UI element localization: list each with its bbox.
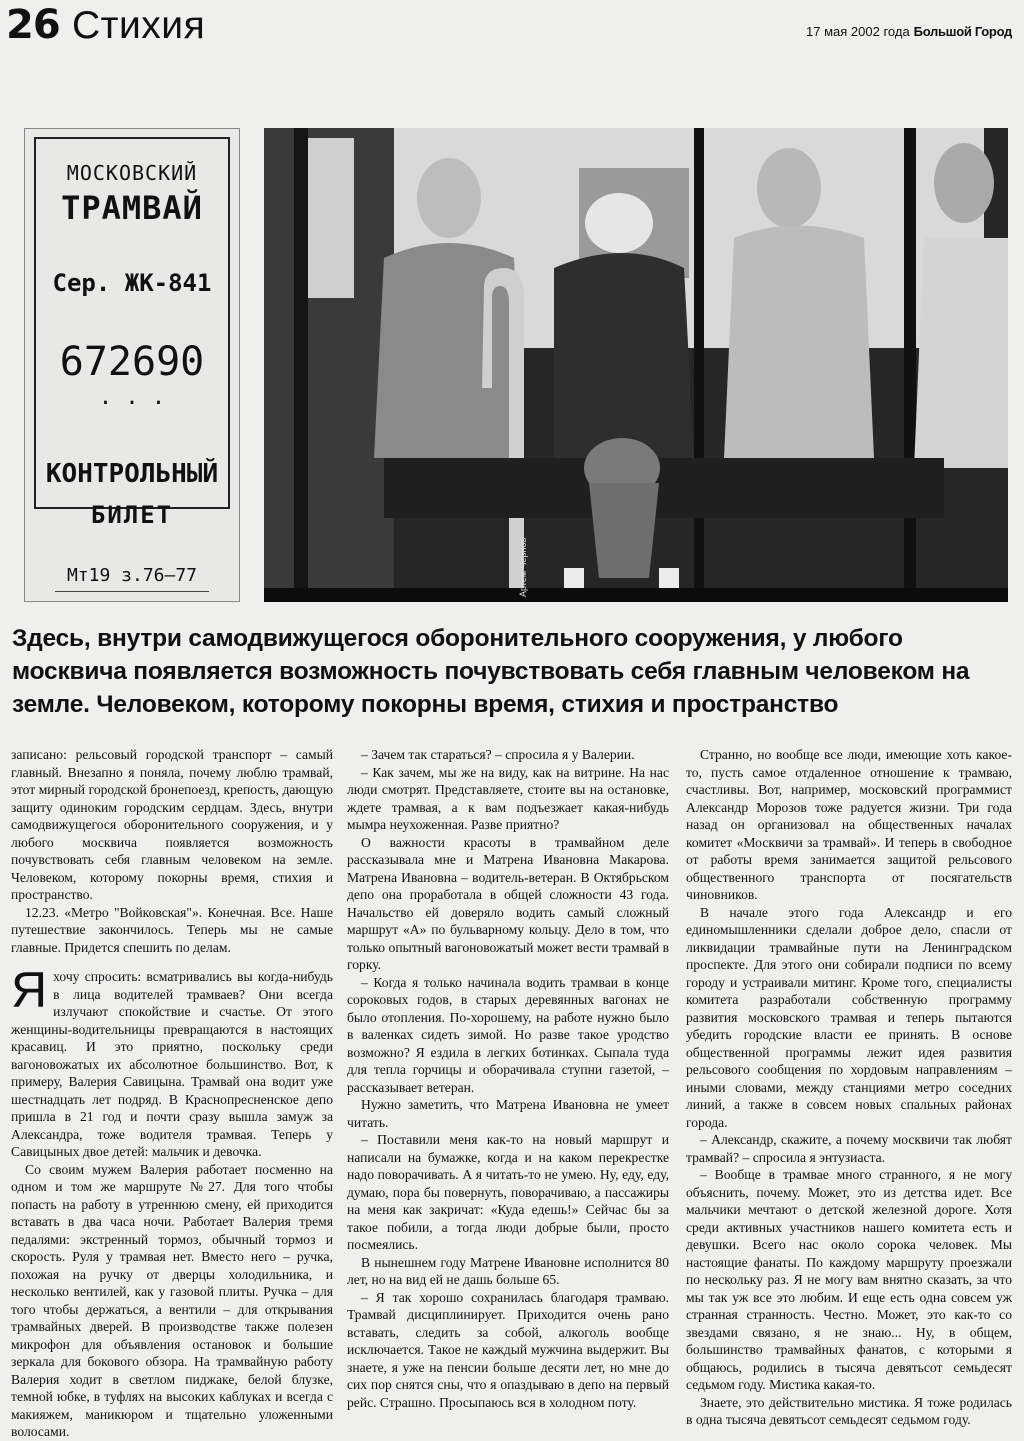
paragraph: 12.23. «Метро "Войковская"». Конечная. Все. Наше путешествие закончилось. Теперь мы не самые главные. Придется спешить по делам. bbox=[11, 904, 333, 955]
paragraph: – Вообще в трамвае много странного, я не могу объяснить, почему. Может, это из детства идет. Все мальчики мечтают о детской железной дороге. Хотя среди активных участников нашего комитета есть и девушки. Всего нас около сорока человек. Мы настоящие фанаты. По каждому маршруту проезжали по нескольку раз. Я не могу вам внятно сказать, за что мы так уж все это любим. И еще есть одна совсем уж странная странность. Честно. Может, это как-то со звездами связано, я не знаю... Ну, в общем, большинство трамвайных фанатов, с которыми я общаюсь, родились в тысяча девятьсот семьдесят седьмом году. Мистика какая-то. bbox=[686, 1167, 1012, 1392]
page-number: 26 bbox=[6, 2, 60, 48]
page-header bbox=[0, 0, 1024, 60]
paragraph-text: хочу спросить: всматривались вы когда-нибудь в лица водителей трамваев? Они всегда излучают спокойствие и счастье. От этого женщины-водительницы превращаются в настоящих красавиц. И это приятно, поскольку среди вагоновожатых их абсолютное большинство. Вот, к примеру, Валерия Савицына. Трамвай она водит уже шестнадцать лет подряд. В Краснопресненское депо пришла в 21 год и почти сразу вышла замуж за Александра, тоже водителя трамвая. Теперь у Савицыных двое детей: мальчик и девочка. bbox=[11, 969, 333, 1159]
ticket-line-ticket: БИЛЕТ bbox=[90, 501, 174, 529]
paragraph: Знаете, это действительно мистика. Я тоже родилась в одна тысяча девятьсот семьдесят седьмом году. bbox=[686, 1394, 1012, 1427]
article-column-2 bbox=[347, 746, 669, 1411]
paragraph: записано: рельсовый городской транспорт – самый главный. Внезапно я поняла, почему люблю трамвай, этот мирный городской бронепоезд, крепость, дающую защиту одиноким городским сердцам. Здесь, внутри самодвижущегося оборонительного сооружения, и у любого москвича появляется возможность почувствовать себя главным человеком на земле. Человеком, которому покорны время, стихия и пространство. bbox=[11, 747, 333, 902]
ticket-series: Сер. ЖК-841 bbox=[52, 269, 212, 297]
paragraph: Странно, но вообще все люди, имеющие хоть какое-то, пусть самое отдаленное отношение к трамваю, счастливы. Вот, например, московский программист Александр Морозов тоже радуется жизни. Три года назад он организовал на общественных началах комитет «Москвичи за трамвай». И теперь в свободное от работы время занимается защитой рельсового общественного транспорта от посягательств чиновников. bbox=[686, 747, 1012, 902]
lead-paragraph: Здесь, внутри самодвижущегося оборонительного сооружения, у любого москвича появляется возможность почувствовать себя главным человеком на земле. Человеком, которому покорны время, стихия и пространство bbox=[12, 625, 970, 718]
paragraph: – Поставили меня как-то на новый маршрут и написали на бумажке, когда и на каком перекрестке надо поворачивать. А я читать-то не умею. Ну, еду, еду, думаю, пора бы повернуть, поворачиваю, а пассажиры на меня как закричат: «Куда едешь!» Сейчас бы за такое побили, а тогда люди добрые были, просто посмеялись. bbox=[347, 1132, 669, 1252]
ticket-divider bbox=[55, 591, 209, 592]
article-column-1 bbox=[11, 746, 333, 1441]
paragraph: – Я так хорошо сохранилась благодаря трамваю. Трамвай дисциплинирует. Приходится очень рано вставать, следить за собой, алкоголь вообще исключается. Такое не каждый мужчина выдержит. Вы знаете, я уже на пенсии больше десяти лет, но мне до сих пор снятся сны, что я опаздываю в депо на первый рейс. Страшно. Просыпаюсь вся в холодном поту. bbox=[347, 1289, 669, 1410]
ticket-line-control: КОНТРОЛЬНЫЙ bbox=[45, 459, 219, 489]
dateline bbox=[806, 24, 1012, 39]
paragraph: Со своим мужем Валерия работает посменно на одном и том же маршруте №27. Для того чтобы попасть на работу в утреннюю смену, ей приходится вставать в два часа ночи. Работает Валерия тремя педалями: экстренный тормоз, обычный тормоз и скорость. Руля у трамвая нет. Вместо него – ручка, похожая на ручку от дверцы холодильника, и несколько вентилей, как у газовой плиты. Ручка – для того чтобы держаться, а вентили – для открывания трамвайных дверей. В производстве также полезен микрофон для объявления остановок и большие зеркала для бокового обзора. На трамвайную работу Валерия ходит в светлом пиджаке, белой блузке, темной юбке, в туфлях на высоких каблуках и всегда с макияжем, маникюром и тщательно уложенными волосами. bbox=[11, 1161, 333, 1439]
ticket-line-tram: ТРАМВАЙ bbox=[61, 189, 203, 227]
publication-name: Большой Город bbox=[913, 24, 1012, 39]
article-column-3 bbox=[686, 746, 1012, 1429]
ticket-dots: · · · bbox=[98, 391, 166, 416]
photo-illustration bbox=[264, 128, 1008, 602]
paragraph: – Когда я только начинала водить трамваи в конце сороковых годов, в старых деревянных вагонах не было отопления. По-хорошему, на работе нужно было в валенках сидеть зимой. Но разве такое уродство возможно? Я ездила в легких ботинках. Сыпала туда для тепла горчицы и оборачивала ступни газетой, – рассказывает ветеран. bbox=[347, 974, 669, 1095]
drop-cap-paragraph bbox=[11, 962, 333, 1161]
paragraph: Нужно заметить, что Матрена Ивановна не умеет читать. bbox=[347, 1097, 669, 1130]
paragraph: В нынешнем году Матрене Ивановне исполнится 80 лет, но на вид ей не дашь больше 65. bbox=[347, 1254, 669, 1287]
issue-date: 17 мая 2002 года bbox=[806, 24, 910, 39]
ticket-line-moscow: МОСКОВСКИЙ bbox=[66, 161, 198, 185]
paragraph: – Как зачем, мы же на виду, как на витрине. На нас люди смотрят. Представляете, стоите вы на остановке, ждете трамвая, а к вам подъезжает какая-нибудь мымра неухоженная. Разве приятно? bbox=[347, 764, 669, 832]
photo-credit: Артем Чернов bbox=[518, 537, 528, 597]
section-title: Стихия bbox=[72, 4, 206, 47]
paragraph: О важности красоты в трамвайном деле рассказывала мне и Матрена Ивановна Макарова. Матрена Ивановна – водитель-ветеран. В Октябрьском депо она проработала в общей сложности 43 года. Начальство ей доверяло водить самый сложный маршрут «А» по бульварному кольцу. Дело в том, что только опытный вагоновожатый может вести трамвай в горку. bbox=[347, 834, 669, 972]
ticket-number: 672690 bbox=[59, 339, 205, 385]
paragraph: – Александр, скажите, а почему москвичи так любят трамвай? – спросила я энтузиаста. bbox=[686, 1132, 1012, 1165]
paragraph: – Зачем так стараться? – спросила я у Валерии. bbox=[361, 747, 635, 762]
paragraph: В начале этого года Александр и его единомышленники сделали доброе дело, спасли от ликвидации трамвайные пути на Ленинградском проспекте. Для этого они собирали подписи по всему городу и устраивали митинг. Кроме того, специалисты комитета разработали собственную программу развития московского трамвая и теперь пытаются убедить городские власти ее принять. В основе общественной программы лежит идея развития рельсового сообщения по хордовым направлениям – иными словами, между станциями метро соседних линий, а также в совсем новых спальных районах города. bbox=[686, 904, 1012, 1130]
drop-cap: Я bbox=[11, 962, 48, 1018]
tram-ticket-image bbox=[24, 128, 240, 602]
ticket-print-code: Мт19 з.76—77 bbox=[66, 565, 198, 586]
tram-passengers-photo bbox=[264, 128, 1008, 602]
